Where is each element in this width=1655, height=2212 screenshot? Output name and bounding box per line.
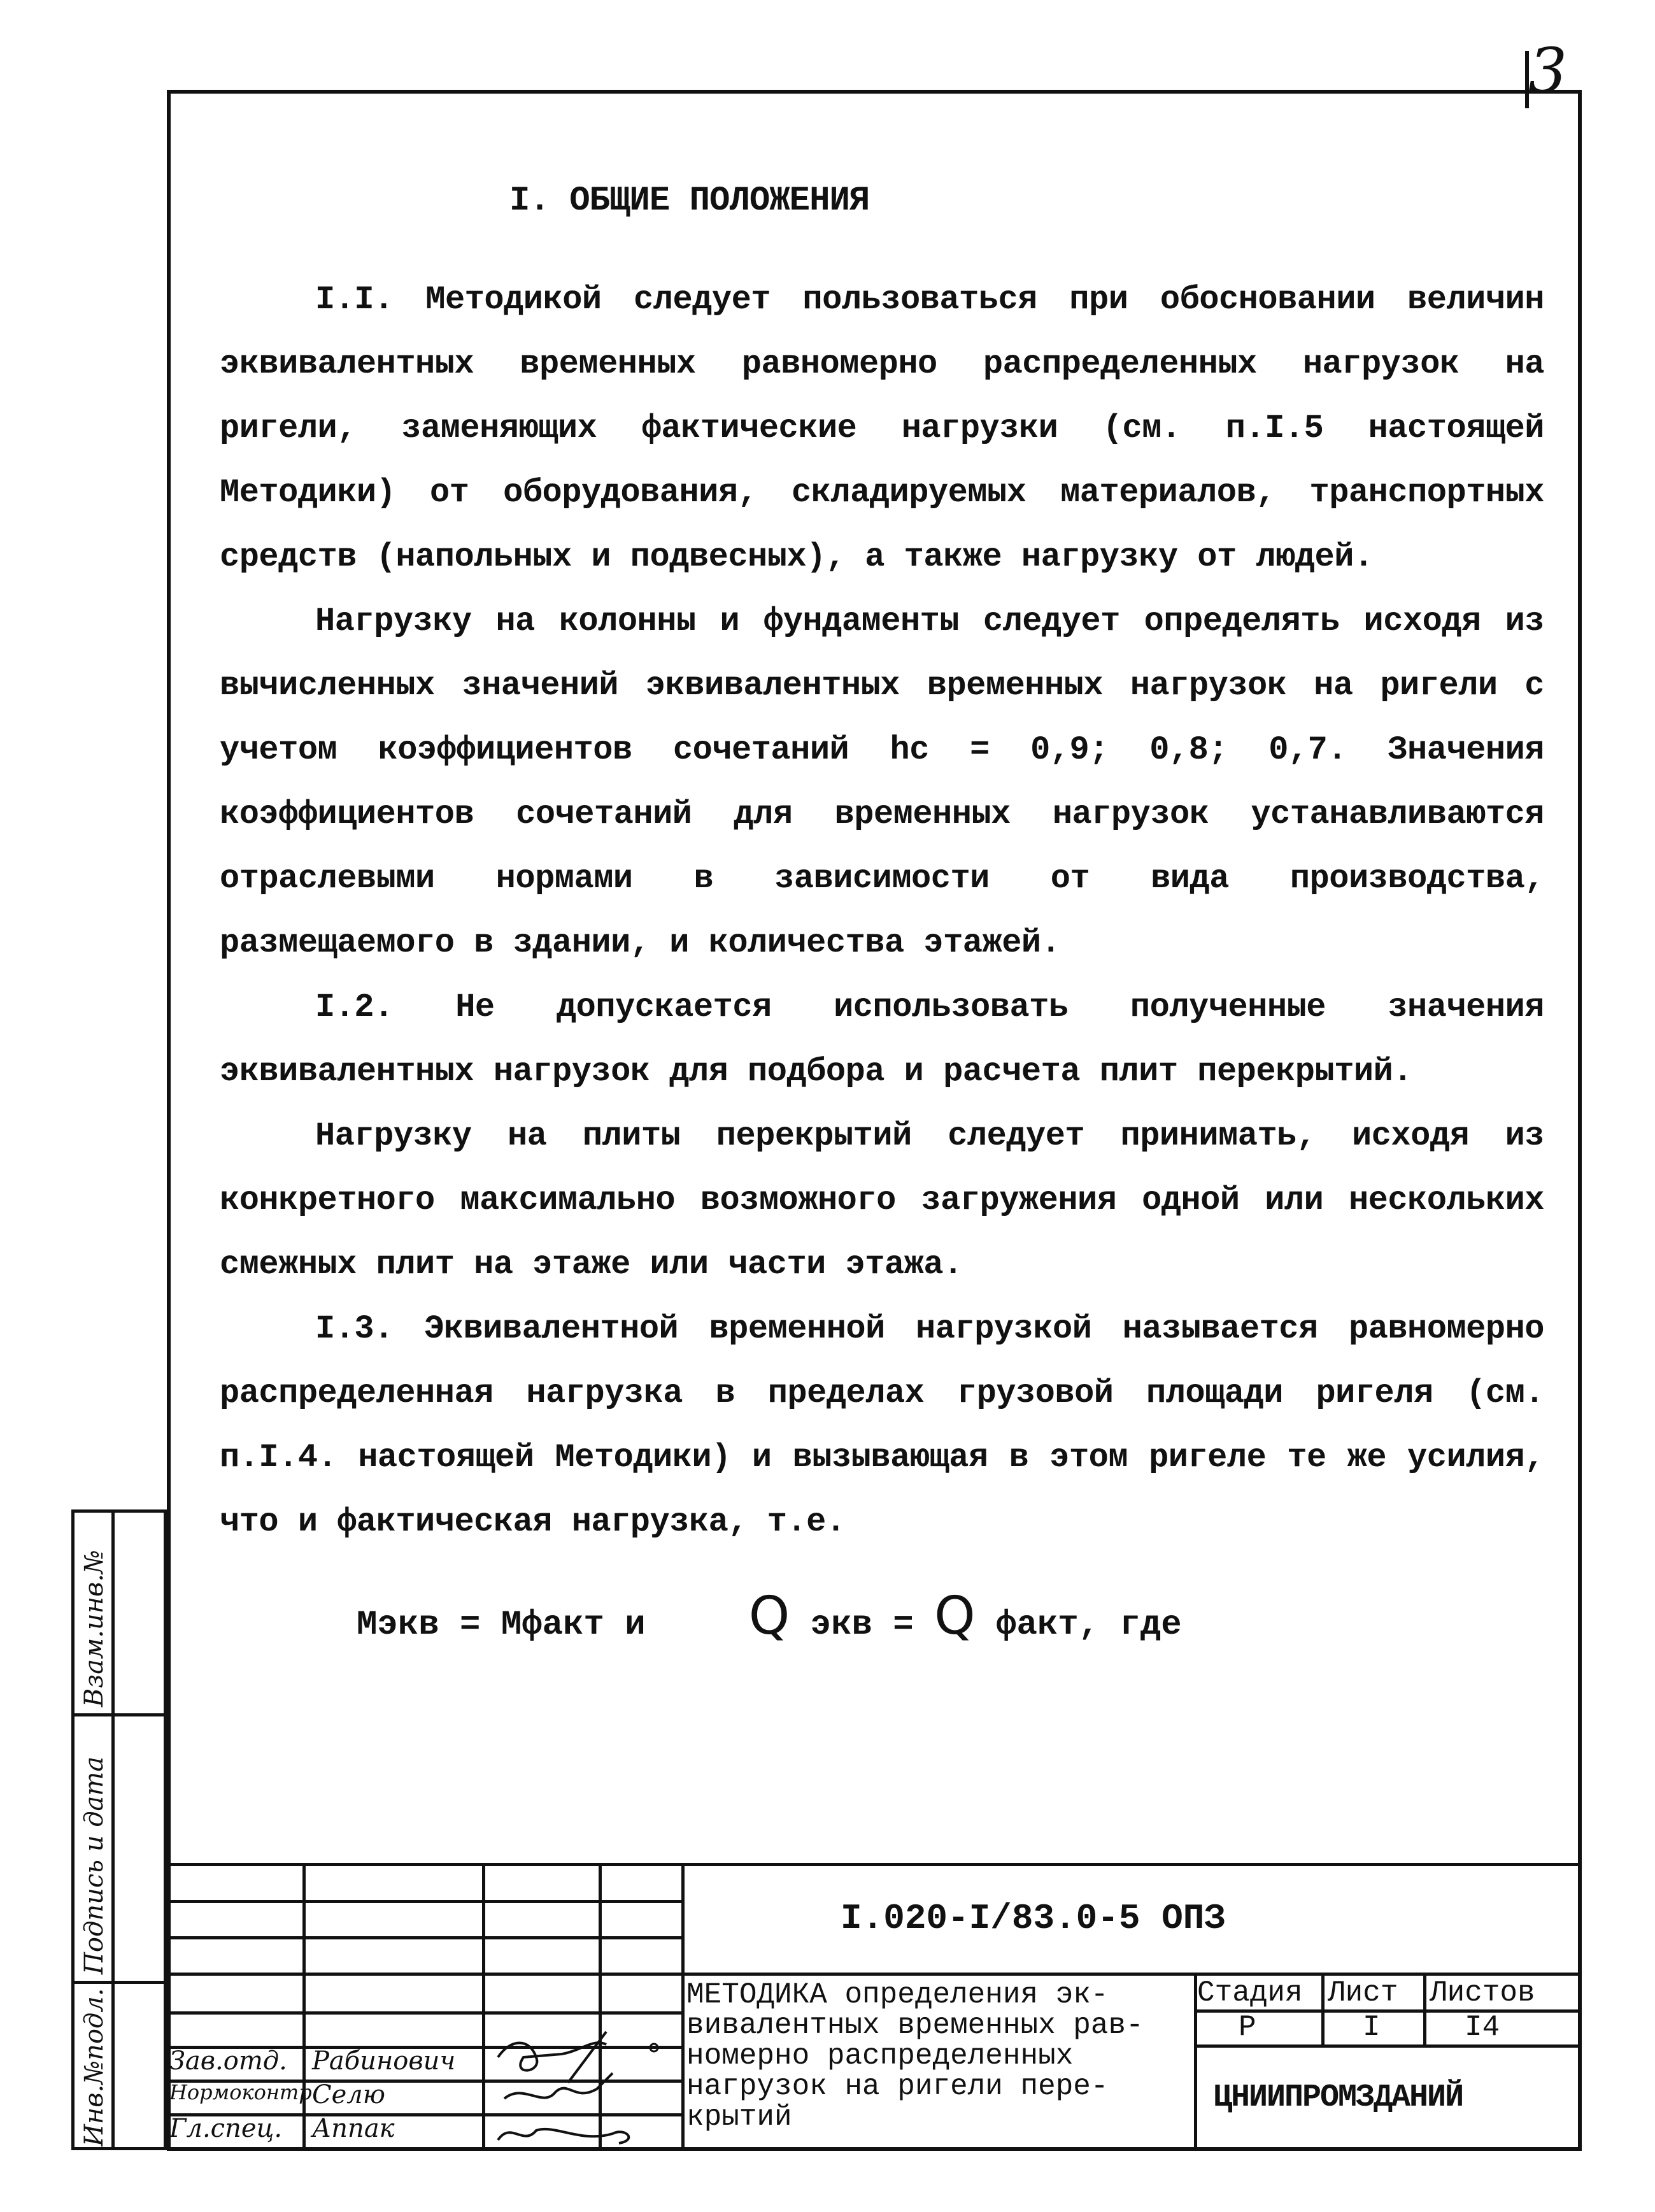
formula-q1-sub: экв = xyxy=(790,1606,935,1645)
sheets-value: I4 xyxy=(1465,2011,1500,2044)
paragraph-1-2-b: Нагрузку на плиты перекрытий следует принимать, исходя из конкретного максимально возможного загружения одной или нескольких смежных плит на этаже или части этажа. xyxy=(220,1117,1544,1283)
title-block-col-line xyxy=(1423,1973,1426,2044)
organization-name: ЦНИИПРОМЗДАНИЙ xyxy=(1213,2080,1463,2116)
sheet-header: Лист xyxy=(1328,1976,1398,2009)
sheets-header: Листов xyxy=(1430,1976,1535,2009)
document-title-line: вивалентных временных рав- xyxy=(686,2009,1144,2042)
side-stamp-divider xyxy=(111,1509,115,2150)
person-name: Аппак xyxy=(312,2114,395,2143)
document-title-line: номерно распределенных xyxy=(686,2039,1074,2073)
person-name: Рабинович xyxy=(312,2046,456,2076)
body-text xyxy=(220,268,1544,1554)
paragraph-1-3: I.3. Эквивалентной временной нагрузкой называется равномерно распределенная нагрузка в пределах грузовой площади ригеля (см. п.I.4. настоящей Методики) и вызывающая в этом ригеле те же усилия, что и фактическая нагрузка, т.е. xyxy=(220,1310,1544,1541)
side-label-signature-date: Подпись и дата xyxy=(80,1756,109,1974)
title-block-row-line xyxy=(167,1900,684,1903)
side-stamp-row-line xyxy=(71,1981,167,1984)
person-name: Селю xyxy=(312,2080,385,2109)
side-label-original-inventory: Инв.№подл. xyxy=(80,1988,109,2146)
role-label: Зав.отд. xyxy=(169,2046,287,2076)
title-block-row-line xyxy=(167,1936,684,1939)
formula-left: Мэкв = Мфакт и xyxy=(357,1606,646,1645)
paragraph-1-1-b: Нагрузку на колонны и фундаменты следует определять исходя из вычисленных значений эквивалентных временных нагрузок на ригели с учетом коэффициентов сочетаний hc = 0,9; 0,8; 0,7. Значения коэффициентов сочетаний для временных нагрузок устанавливаются отраслевыми нормами в зависимости от вида производства, размещаемого в здании, и количества этажей. xyxy=(220,603,1544,962)
paragraph-1-2: I.2. Не допускается использовать полученные значения эквивалентных нагрузок для подбора и расчета плит перекрытий. xyxy=(220,988,1544,1090)
paragraph-1-1: I.I. Методикой следует пользоваться при обосновании величин эквивалентных временных равномерно распределенных нагрузок на ригели, заменяющих фактические нагрузки (см. п.I.5 настоящей Методики) от оборудования, складируемых материалов, транспортных средств (напольных и подвесных), а также нагрузку от людей. xyxy=(220,281,1544,576)
document-title xyxy=(686,1980,1196,2132)
stage-value: Р xyxy=(1239,2011,1256,2044)
equivalence-formula xyxy=(357,1586,1182,1646)
title-block-top-line xyxy=(167,1863,1582,1866)
formula-q1: Q xyxy=(748,1586,790,1646)
document-code: I.020-I/83.0-5 ОПЗ xyxy=(841,1898,1226,1939)
formula-q2-sub: факт, где xyxy=(975,1606,1182,1645)
stage-header: Стадия xyxy=(1197,1976,1303,2009)
formula-q2: Q xyxy=(934,1586,976,1646)
side-label-replacement-inventory: Взам.инв.№ xyxy=(80,1550,109,1707)
document-title-line: нагрузок на ригели пере- xyxy=(686,2070,1109,2103)
section-heading: I. ОБЩИЕ ПОЛОЖЕНИЯ xyxy=(509,182,870,220)
document-title-line: МЕТОДИКА определения эк- xyxy=(686,1978,1109,2011)
side-stamp-row-line xyxy=(71,1713,167,1716)
role-label: Гл.спец. xyxy=(169,2114,283,2143)
title-block-col-line xyxy=(1321,1973,1325,2044)
page-number: 3 xyxy=(1528,35,1568,106)
title-block-col-line xyxy=(302,1863,306,2151)
role-label: Нормоконтр. xyxy=(169,2080,318,2104)
sheet-value: I xyxy=(1363,2011,1381,2044)
signatures-graphic xyxy=(485,2013,676,2150)
title-block-col-line xyxy=(681,1863,685,2151)
document-title-line: крытий xyxy=(686,2101,792,2134)
title-block-row-line xyxy=(1194,2044,1582,2048)
title-block-row-line xyxy=(167,1973,1582,1976)
